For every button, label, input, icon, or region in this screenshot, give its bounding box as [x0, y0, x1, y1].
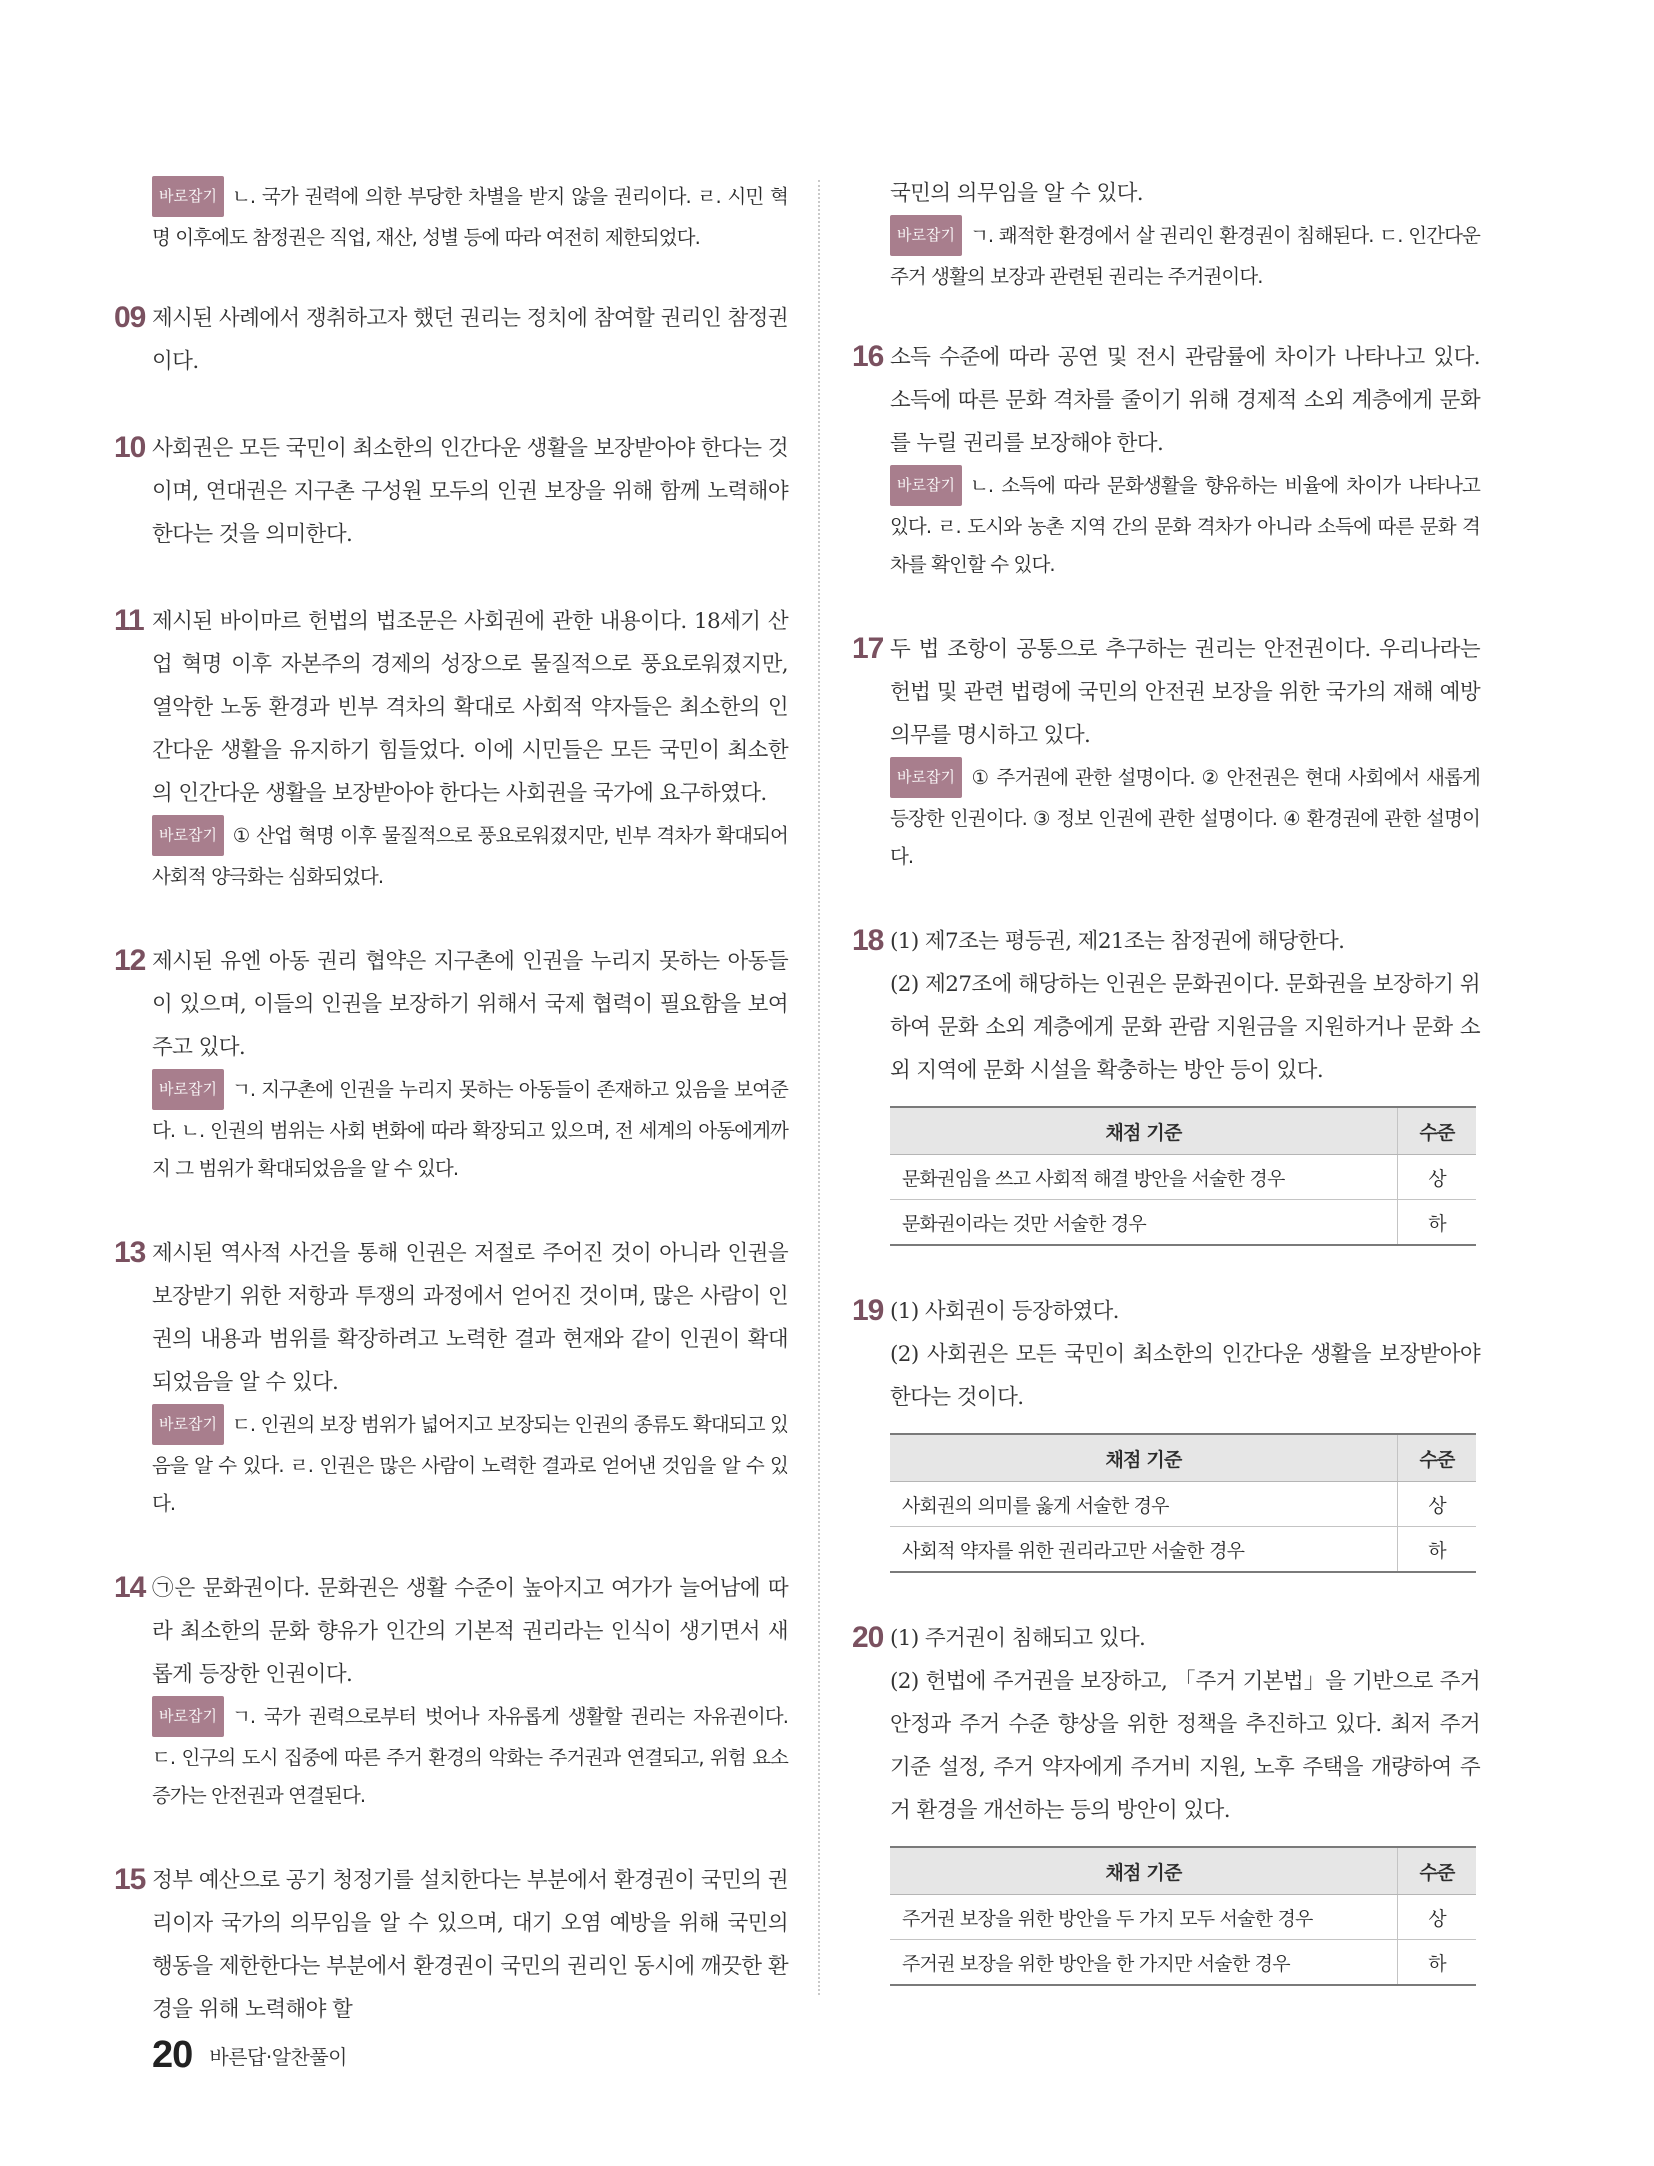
answer-part-2: (2) 사회권은 모든 국민이 최소한의 인간다운 생활을 보장받아야 한다는 것이다.: [890, 1342, 1480, 1410]
book-title: 바른답·알찬풀이: [209, 2045, 347, 2069]
fix-badge: 바로잡기: [152, 1696, 224, 1737]
fix-badge: 바로잡기: [890, 215, 962, 256]
level-cell: 상: [1398, 1155, 1477, 1200]
level-cell: 하: [1398, 1940, 1477, 1986]
fix-body: ㄷ. 인권의 보장 범위가 넓어지고 보장되는 인권의 종류도 확대되고 있음을 알 수 있다. ㄹ. 인권은 많은 사람이 노력한 결과로 얻어낸 것임을 알 수 있다.: [152, 1413, 788, 1515]
answer-part-2: (2) 제27조에 해당하는 인권은 문화권이다. 문화권을 보장하기 위하여 문화 소외 계층에게 문화 관람 지원금을 지원하거나 문화 소외 지역에 문화 시설을 확충하는 방안 등이 있다.: [890, 972, 1480, 1083]
page-number: 20: [152, 2034, 193, 2076]
question-number: 18: [852, 924, 884, 957]
fix-text: [152, 1698, 788, 1815]
fix-text: [890, 467, 1480, 584]
question-number: 19: [852, 1294, 884, 1327]
page-footer: [152, 2034, 347, 2077]
answer-text: 소득 수준에 따라 공연 및 전시 관람률에 차이가 나타나고 있다. 소득에 따른 문화 격차를 줄이기 위해 경제적 소외 계층에게 문화를 누릴 권리를 보장해야 한다.: [890, 345, 1480, 456]
right-column: [852, 178, 1480, 1992]
answer-text: 제시된 유엔 아동 권리 협약은 지구촌에 인권을 누리지 못하는 아동들이 있으며, 이들의 인권을 보장하기 위해서 국제 협력이 필요함을 보여 주고 있다.: [152, 949, 788, 1060]
table-row: [890, 1527, 1476, 1573]
question-20: [848, 1617, 1480, 1986]
fix-body: ㄴ. 국가 권력에 의한 부당한 차별을 받지 않을 권리이다. ㄹ. 시민 혁명 이후에도 참정권은 직업, 재산, 성별 등에 따라 여전히 제한되었다.: [152, 185, 788, 249]
question-17: [848, 628, 1480, 876]
question-11: [110, 600, 788, 896]
question-09: [110, 297, 788, 383]
question-15: [110, 1859, 788, 2031]
q08-fix-block: [152, 178, 788, 257]
scoring-table: [890, 1433, 1476, 1573]
level-cell: 하: [1398, 1527, 1477, 1573]
criteria-cell: 주거권 보장을 위한 방안을 한 가지만 서술한 경우: [890, 1940, 1398, 1986]
answer-text: ㉠은 문화권이다. 문화권은 생활 수준이 높아지고 여가가 늘어남에 따라 최소한의 문화 향유가 인간의 기본적 권리라는 인식이 생기면서 새롭게 등장한 인권이다.: [152, 1576, 788, 1687]
table-row: [890, 1940, 1476, 1986]
column-divider: [818, 180, 820, 1995]
answer-text: 제시된 바이마르 헌법의 법조문은 사회권에 관한 내용이다. 18세기 산업 혁명 이후 자본주의 경제의 성장으로 물질적으로 풍요로워졌지만, 열악한 노동 환경과 빈부 격차의 확대로 사회적 약자들은 최소한의 인간다운 생활을 유지하기 힘들었다. 이에 시민들은 모든 국민이 최소한의 인간다운 생활을 보장받아야 한다는 사회권을 국가에 요구하였다.: [152, 609, 788, 806]
question-number: 16: [852, 340, 884, 373]
answer-text: 국민의 의무임을 알 수 있다.: [890, 181, 1144, 206]
table-header-criteria: 채점 기준: [890, 1107, 1398, 1155]
question-number: 17: [852, 632, 884, 665]
level-cell: 상: [1398, 1895, 1477, 1940]
question-number: 15: [114, 1863, 146, 1896]
criteria-cell: 사회적 약자를 위한 권리라고만 서술한 경우: [890, 1527, 1398, 1573]
criteria-cell: 문화권이라는 것만 서술한 경우: [890, 1200, 1398, 1246]
table-header-level: 수준: [1398, 1847, 1477, 1895]
level-cell: 상: [1398, 1482, 1477, 1527]
table-row: [890, 1200, 1476, 1246]
answer-text: 사회권은 모든 국민이 최소한의 인간다운 생활을 보장받아야 한다는 것이며, 연대권은 지구촌 구성원 모두의 인권 보장을 위해 함께 노력해야 한다는 것을 의미한다.: [152, 436, 788, 547]
fix-badge: 바로잡기: [890, 465, 962, 506]
fix-body: ㄱ. 지구촌에 인권을 누리지 못하는 아동들이 존재하고 있음을 보여준다. ㄴ. 인권의 범위는 사회 변화에 따라 확장되고 있으며, 전 세계의 아동에게까지 그 범위가 확대되었음을 알 수 있다.: [152, 1078, 788, 1180]
fix-text: [152, 178, 788, 257]
question-number: 12: [114, 944, 146, 977]
answer-part-1: (1) 사회권이 등장하였다.: [890, 1299, 1119, 1324]
fix-badge: 바로잡기: [152, 1069, 224, 1110]
question-13: [110, 1232, 788, 1523]
scoring-table: [890, 1846, 1476, 1986]
criteria-cell: 주거권 보장을 위한 방안을 두 가지 모두 서술한 경우: [890, 1895, 1398, 1940]
answer-text: 정부 예산으로 공기 청정기를 설치한다는 부분에서 환경권이 국민의 권리이자 국가의 의무임을 알 수 있으며, 대기 오염 예방을 위해 국민의 행동을 제한한다는 부분에서 환경권이 국민의 권리인 동시에 깨끗한 환경을 위해 노력해야 할: [152, 1868, 788, 2022]
question-15-continued: [890, 172, 1480, 296]
table-row: [890, 1895, 1476, 1940]
answer-text: 제시된 사례에서 쟁취하고자 했던 권리는 정치에 참여할 권리인 참정권이다.: [152, 306, 788, 374]
fix-badge: 바로잡기: [152, 1404, 224, 1445]
question-number: 11: [114, 604, 144, 637]
fix-body: ㄱ. 쾌적한 환경에서 살 권리인 환경권이 침해된다. ㄷ. 인간다운 주거 생활의 보장과 관련된 권리는 주거권이다.: [890, 224, 1480, 288]
question-number: 14: [114, 1571, 146, 1604]
question-12: [110, 940, 788, 1188]
fix-text: [152, 817, 788, 896]
answer-part-1: (1) 주거권이 침해되고 있다.: [890, 1626, 1146, 1651]
question-14: [110, 1567, 788, 1815]
table-row: [890, 1482, 1476, 1527]
fix-badge: 바로잡기: [152, 815, 224, 856]
answer-text: 제시된 역사적 사건을 통해 인권은 저절로 주어진 것이 아니라 인권을 보장받기 위한 저항과 투쟁의 과정에서 얻어진 것이며, 많은 사람이 인권의 내용과 범위를 확장하려고 노력한 결과 현재와 같이 인권이 확대되었음을 알 수 있다.: [152, 1241, 788, 1395]
fix-text: [152, 1406, 788, 1523]
left-column: [114, 178, 788, 2031]
question-number: 13: [114, 1236, 146, 1269]
question-19: [848, 1290, 1480, 1573]
fix-badge: 바로잡기: [890, 757, 962, 798]
question-number: 10: [114, 431, 146, 464]
fix-body: ㄱ. 국가 권력으로부터 벗어나 자유롭게 생활할 권리는 자유권이다. ㄷ. 인구의 도시 집중에 따른 주거 환경의 악화는 주거권과 연결되고, 위험 요소 증가는 안전권과 연결된다.: [152, 1705, 788, 1807]
question-number: 20: [852, 1621, 884, 1654]
fix-text: [890, 759, 1480, 876]
table-row: [890, 1155, 1476, 1200]
criteria-cell: 문화권임을 쓰고 사회적 해결 방안을 서술한 경우: [890, 1155, 1398, 1200]
answer-text: 두 법 조항이 공통으로 추구하는 권리는 안전권이다. 우리나라는 헌법 및 관련 법령에 국민의 안전권 보장을 위한 국가의 재해 예방 의무를 명시하고 있다.: [890, 637, 1480, 748]
table-header-level: 수준: [1398, 1434, 1477, 1482]
question-16: [848, 336, 1480, 584]
criteria-cell: 사회권의 의미를 옳게 서술한 경우: [890, 1482, 1398, 1527]
fix-text: [890, 217, 1480, 296]
table-header-criteria: 채점 기준: [890, 1434, 1398, 1482]
fix-badge: 바로잡기: [152, 176, 224, 217]
table-header-level: 수준: [1398, 1107, 1477, 1155]
fix-body: ㄴ. 소득에 따라 문화생활을 향유하는 비율에 차이가 나타나고 있다. ㄹ. 도시와 농촌 지역 간의 문화 격차가 아니라 소득에 따른 문화 격차를 확인할 수 있다.: [890, 474, 1480, 576]
scoring-table: [890, 1106, 1476, 1246]
table-header-criteria: 채점 기준: [890, 1847, 1398, 1895]
question-10: [110, 427, 788, 556]
level-cell: 하: [1398, 1200, 1477, 1246]
answer-part-2: (2) 헌법에 주거권을 보장하고, 「주거 기본법」을 기반으로 주거 안정과 주거 수준 향상을 위한 정책을 추진하고 있다. 최저 주거 기준 설정, 주거 약자에게 주거비 지원, 노후 주택을 개량하여 주거 환경을 개선하는 등의 방안이 있다.: [890, 1669, 1480, 1823]
fix-body: ① 산업 혁명 이후 물질적으로 풍요로워졌지만, 빈부 격차가 확대되어 사회적 양극화는 심화되었다.: [152, 824, 788, 888]
answer-part-1: (1) 제7조는 평등권, 제21조는 참정권에 해당한다.: [890, 929, 1345, 954]
fix-text: [152, 1071, 788, 1188]
question-18: [848, 920, 1480, 1246]
question-number: 09: [114, 301, 146, 334]
fix-body: ① 주거권에 관한 설명이다. ② 안전권은 현대 사회에서 새롭게 등장한 인권이다. ③ 정보 인권에 관한 설명이다. ④ 환경권에 관한 설명이다.: [890, 766, 1480, 868]
